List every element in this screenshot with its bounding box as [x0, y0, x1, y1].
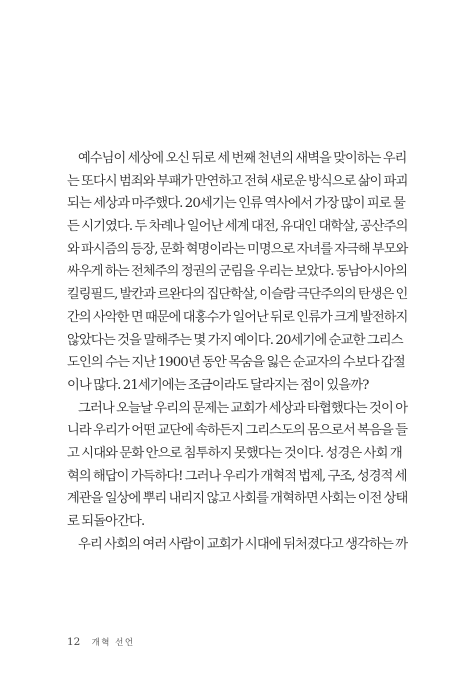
running-title: 개혁 선언	[91, 638, 135, 648]
text-line: 이나 많다. 21세기에는 조금이라도 달라지는 점이 있을까?	[67, 377, 369, 393]
text-line: 예수님이 세상에 오신 뒤로 세 번째 천년의 새벽을 맞이하는 우리	[78, 151, 407, 166]
text-line: 않았다는 것을 말해주는 몇 가지 예이다. 20세기에 순교한 그리스	[67, 332, 403, 348]
text-line: 되는 세상과 마주했다. 20세기는 인류 역사에서 가장 많이 피로 물	[67, 196, 406, 212]
text-line: 로 되돌아간다.	[67, 514, 145, 529]
text-line: 그러나 오늘날 우리의 문제는 교회가 세상과 타협했다는 것이 아	[78, 400, 408, 416]
body-text	[67, 148, 407, 556]
text-line: 니라 우리가 어떤 교단에 속하든지 그리스도의 몸으로서 복음을 들	[67, 423, 408, 439]
text-line: 킬링필드, 발칸과 르완다의 집단학살, 이슬람 극단주의의 탄생은 인	[67, 287, 408, 303]
page-footer	[67, 636, 135, 648]
text-line: 싸우게 하는 전체주의 정권의 군림을 우리는 보았다. 동남아시아의	[67, 264, 408, 280]
text-line: 든 시기였다. 두 차례나 일어난 세계 대전, 유대인 대학살, 공산주의	[67, 219, 408, 235]
text-line: 간의 사악한 면 때문에 대홍수가 일어난 뒤로 인류가 크게 발전하지	[67, 309, 408, 325]
text-line: 고 시대와 문화 안으로 침투하지 못했다는 것이다. 성경은 사회 개	[67, 445, 402, 461]
text-line: 우리 사회의 여러 사람이 교회가 시대에 뒤처졌다고 생각하는 까	[78, 536, 408, 552]
text-line: 계관을 일상에 뿌리 내리지 않고 사회를 개혁하면 사회는 이전 상태	[67, 491, 408, 507]
text-line: 혁의 해답이 가득하다! 그러나 우리가 개혁적 법제, 구조, 성경적 세	[67, 468, 407, 484]
text-line: 도인의 수는 지난 1900년 동안 목숨을 잃은 순교자의 수보다 갑절	[67, 355, 405, 371]
text-line: 와 파시즘의 등장, 문화 혁명이라는 미명으로 자녀를 자극해 부모와	[67, 241, 408, 257]
text-line: 는 또다시 범죄와 부패가 만연하고 전혀 새로운 방식으로 삶이 파괴	[67, 173, 408, 189]
page-number: 12	[67, 636, 81, 648]
